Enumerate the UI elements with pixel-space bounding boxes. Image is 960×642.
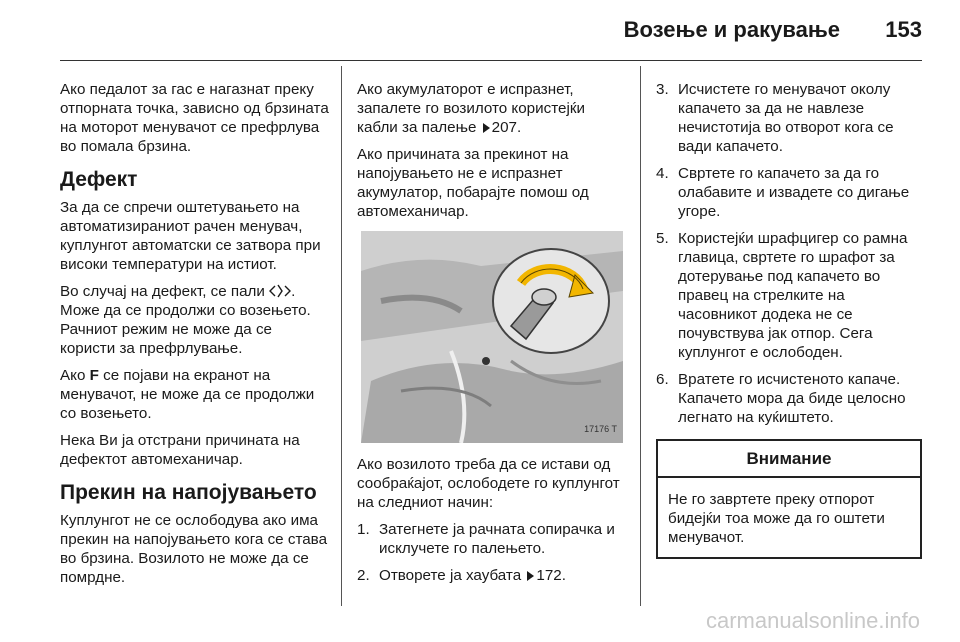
step-text: Користејќи шрафцигер со рамна главица, свртете го шрафот за дотерување под капачето во правец на стрелките на часовникот додека не се почувствува јак отпор. Сега куплунгот е ослободен. (678, 230, 908, 361)
mechanic-paragraph: Ако причината за прекинот на напојувањето не е испразнет акумулатор, побарајте помош од автомеханичар. (357, 146, 589, 220)
page-header (0, 0, 960, 62)
fault-text-3-before: Ако (60, 367, 86, 384)
step-number: 1. (357, 521, 370, 538)
fault-text-before: Во случај на дефект, се пали (60, 283, 265, 300)
figure-code: 17176 T (584, 424, 617, 434)
clutch-release-illustration (361, 231, 623, 443)
column-1 (60, 80, 330, 595)
column-2 (357, 80, 627, 593)
section-heading-power-loss: Прекин на напојувањето (60, 481, 317, 504)
step-number: 5. (656, 230, 669, 247)
battery-paragraph (357, 80, 627, 137)
step-number: 6. (656, 371, 669, 388)
battery-text: Ако акумулаторот е испразнет, запалете го возилото користејќи кабли за палење (357, 81, 585, 136)
column-3 (656, 80, 922, 559)
intro-paragraph: Ако педалот за гас е нагазнат преку отпорната точка, зависно од брзината на моторот менувачот се префрлува во помала брзина. (60, 81, 329, 155)
fault-paragraph-3 (60, 366, 330, 423)
warning-box (656, 439, 922, 559)
page-number: 153 (885, 17, 922, 42)
page-reference-link[interactable]: 172. (536, 567, 566, 584)
step-text: Затегнете ја рачната сопирачка и исклучете го палењето. (379, 521, 615, 557)
list-item (357, 520, 627, 558)
transmission-warning-icon (269, 284, 291, 298)
fault-text-3-after: се појави на екранот на менувачот, не може да се продолжи со возењето. (60, 367, 315, 422)
section-heading-fault: Дефект (60, 168, 138, 191)
power-loss-paragraph: Куплунгот не се ослободува ако има прекин на напојувањето кога се става во брзина. Возилото не може да се помрдне. (60, 512, 328, 586)
warning-heading: Внимание (658, 441, 920, 478)
list-item (656, 229, 922, 362)
list-item (357, 566, 627, 585)
fault-paragraph-2 (60, 282, 330, 358)
step-number: 2. (357, 567, 370, 584)
gear-indicator-letter: F (89, 367, 99, 384)
release-steps-list (357, 520, 627, 585)
page-reference-arrow-icon (483, 123, 490, 133)
list-item (656, 370, 922, 427)
step-number: 3. (656, 81, 669, 98)
step-text: Исчистете го менувачот околу капачето за да не навлезе нечистотија во отворот кога се вади капачето. (678, 81, 894, 155)
step-text: Отворете ја хаубата (379, 567, 522, 584)
list-item (656, 164, 922, 221)
watermark: carmanualsonline.info (705, 608, 920, 633)
chapter-title: Возење и ракување (623, 17, 840, 42)
page-reference-arrow-icon (527, 571, 534, 581)
engine-bay-drawing (361, 231, 623, 443)
page-reference-link[interactable]: 207. (491, 119, 522, 136)
step-text: Свртете го капачето за да го олабавите и извадете со дигање угоре. (678, 165, 910, 220)
step-number: 4. (656, 165, 669, 182)
header-divider (60, 60, 922, 61)
fault-text-after: . Може да се продолжи со возењето. Рачниот режим не може да се користи за префрлување. (60, 283, 311, 357)
fault-paragraph-1: За да се спречи оштетувањето на автоматизираниот рачен менувач, куплунгот автоматски се затвора при високи температури на истиот. (60, 199, 321, 273)
step-text: Вратете го исчистеното капаче. Капачето мора да биде целосно легнато на куќиштето. (678, 371, 906, 426)
warning-text: Не го завртете преку отпорот бидејќи тоа може да го оштети менувачот. (668, 491, 885, 546)
release-steps-list-continued (656, 80, 922, 427)
fault-paragraph-4: Нека Ви ја отстрани причината на дефектот автомеханичар. (60, 432, 300, 468)
column-divider-2 (640, 66, 641, 606)
column-divider-1 (341, 66, 342, 606)
release-intro-paragraph: Ако возилото треба да се истави од сообраќајот, ослободете го куплунгот на следниот начин: (357, 456, 620, 511)
list-item (656, 80, 922, 156)
